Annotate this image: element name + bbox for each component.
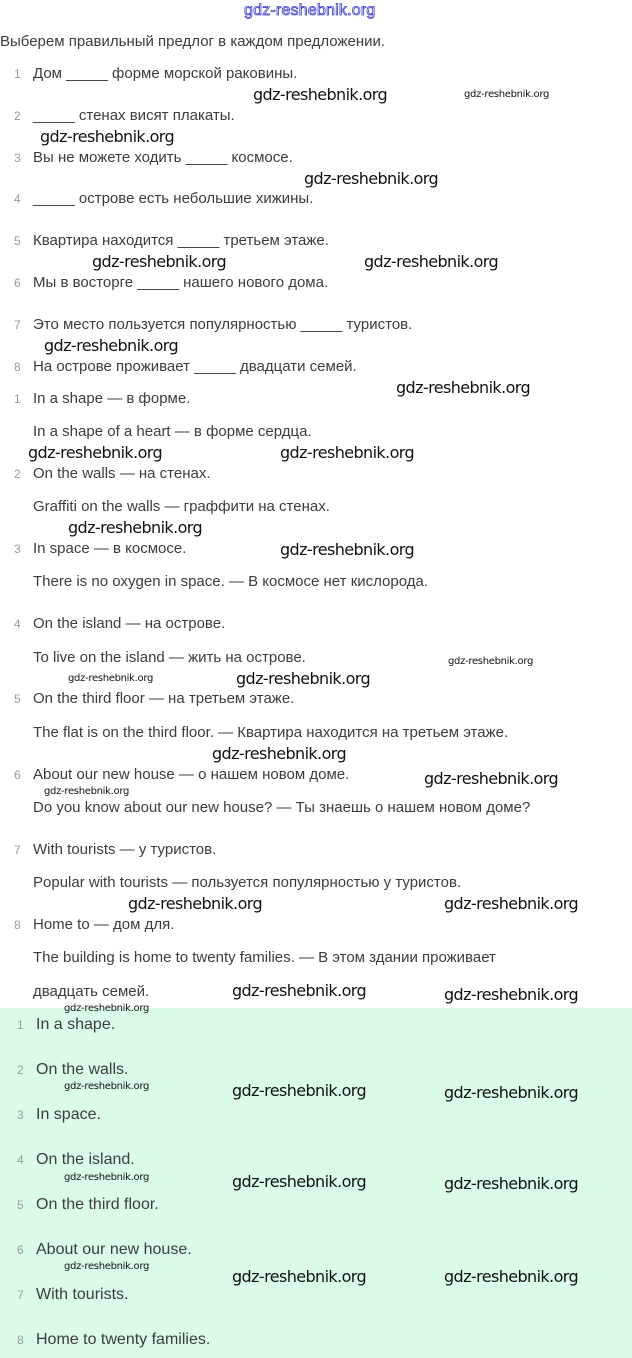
watermark-text: gdz-reshebnik.org (464, 89, 550, 100)
answer-number: 7 (17, 1288, 24, 1302)
explanation-line: On the walls — на стенах. (33, 465, 211, 482)
watermark-text: gdz-reshebnik.org (448, 656, 534, 667)
explanation-line: двадцать семей. (33, 983, 150, 1000)
explanation-number: 5 (14, 692, 21, 706)
question-number: 5 (14, 234, 21, 248)
answer-number: 2 (17, 1063, 24, 1077)
question-number: 4 (14, 192, 21, 206)
answer-number: 3 (17, 1108, 24, 1122)
watermark-text: gdz-reshebnik.org (64, 1172, 150, 1183)
watermark-text: gdz-reshebnik.org (280, 443, 415, 462)
question-text: На острове проживает _____ двадцати семей. (33, 358, 357, 375)
answer-number: 5 (17, 1198, 24, 1212)
watermark-text: gdz-reshebnik.org (232, 981, 367, 1000)
watermark-text: gdz-reshebnik.org (444, 1174, 579, 1193)
task-title: Выберем правильный предлог в каждом предложении. (0, 33, 386, 50)
explanation-line: About our new house — о нашем новом доме. (33, 766, 350, 783)
question-number: 2 (14, 109, 21, 123)
explanation-line: Popular with tourists — пользуется популярностью у туристов. (33, 874, 462, 891)
explanation-line: In space — в космосе. (33, 540, 187, 557)
question-text: Это место пользуется популярностью _____ туристов. (33, 316, 413, 333)
answer-text: In a shape. (36, 1016, 116, 1033)
watermark-text: gdz-reshebnik.org (232, 1267, 367, 1286)
answer-number: 4 (17, 1153, 24, 1167)
watermark-text: gdz-reshebnik.org (64, 1081, 150, 1092)
watermark-text: gdz-reshebnik.org (232, 1172, 367, 1191)
watermark-text: gdz-reshebnik.org (444, 985, 579, 1004)
watermark-text: gdz-reshebnik.org (304, 169, 439, 188)
watermark-text: gdz-reshebnik.org (44, 786, 130, 797)
answer-text: On the island. (36, 1151, 135, 1168)
question-text: Дом _____ форме морской раковины. (33, 65, 298, 82)
watermark-text: gdz-reshebnik.org (253, 85, 388, 104)
watermark-text: gdz-reshebnik.org (64, 1261, 150, 1272)
watermark-text: gdz-reshebnik.org (232, 1081, 367, 1100)
watermark-text: gdz-reshebnik.org (280, 540, 415, 559)
answer-text: On the third floor. (36, 1196, 159, 1213)
explanation-line: On the island — на острове. (33, 615, 226, 632)
watermark-text: gdz-reshebnik.org (424, 769, 559, 788)
watermark-text: gdz-reshebnik.org (68, 518, 203, 537)
explanation-line: Do you know about our new house? — Ты знаешь о нашем новом доме? (33, 799, 531, 816)
watermark-text: gdz-reshebnik.org (44, 336, 179, 355)
watermark-text: gdz-reshebnik.org (64, 1003, 150, 1014)
explanation-line: With tourists — у туристов. (33, 841, 217, 858)
explanation-line: The building is home to twenty families. — В этом здании проживает (33, 949, 496, 966)
watermark-text: gdz-reshebnik.org (128, 894, 263, 913)
explanation-line: There is no oxygen in space. — В космосе нет кислорода. (33, 573, 429, 590)
explanation-line: In a shape of a heart — в форме сердца. (33, 423, 312, 440)
answer-number: 8 (17, 1333, 24, 1347)
question-number: 8 (14, 360, 21, 374)
question-text: _____ острове есть небольшие хижины. (33, 190, 314, 207)
question-number: 7 (14, 318, 21, 332)
question-text: _____ стенах висят плакаты. (33, 107, 235, 124)
watermark-text: gdz-reshebnik.org (444, 1267, 579, 1286)
explanation-line: Home to — дом для. (33, 916, 175, 933)
explanation-line: Graffiti on the walls — граффити на стенах. (33, 498, 330, 515)
answer-text: About our new house. (36, 1241, 192, 1258)
answer-text: With tourists. (36, 1286, 129, 1303)
watermark-text: gdz-reshebnik.org (444, 1083, 579, 1102)
watermark-text: gdz-reshebnik.org (364, 252, 499, 271)
watermark-text: gdz-reshebnik.org (444, 894, 579, 913)
question-number: 6 (14, 276, 21, 290)
header-watermark: gdz-reshebnik.org (244, 2, 376, 19)
question-text: Квартира находится _____ третьем этаже. (33, 232, 329, 249)
watermark-text: gdz-reshebnik.org (28, 443, 163, 462)
answer-text: Home to twenty families. (36, 1331, 211, 1348)
explanation-line: The flat is on the third floor. — Квартира находится на третьем этаже. (33, 724, 509, 741)
explanation-number: 3 (14, 542, 21, 556)
explanation-number: 1 (14, 392, 21, 406)
explanation-number: 7 (14, 843, 21, 857)
watermark-text: gdz-reshebnik.org (396, 378, 531, 397)
watermark-text: gdz-reshebnik.org (236, 669, 371, 688)
question-text: Вы не можете ходить _____ космосе. (33, 149, 293, 166)
explanation-number: 4 (14, 617, 21, 631)
question-text: Мы в восторге _____ нашего нового дома. (33, 274, 329, 291)
explanation-number: 6 (14, 768, 21, 782)
explanation-number: 2 (14, 467, 21, 481)
watermark-text: gdz-reshebnik.org (40, 127, 175, 146)
question-number: 3 (14, 151, 21, 165)
explanation-line: To live on the island — жить на острове. (33, 649, 306, 666)
explanation-line: In a shape — в форме. (33, 390, 191, 407)
answer-text: On the walls. (36, 1061, 129, 1078)
answer-text: In space. (36, 1106, 101, 1123)
watermark-text: gdz-reshebnik.org (92, 252, 227, 271)
explanation-number: 8 (14, 918, 21, 932)
answer-number: 1 (17, 1018, 24, 1032)
answer-number: 6 (17, 1243, 24, 1257)
watermark-text: gdz-reshebnik.org (212, 744, 347, 763)
question-number: 1 (14, 67, 21, 81)
explanation-line: On the third floor — на третьем этаже. (33, 690, 295, 707)
watermark-text: gdz-reshebnik.org (68, 673, 154, 684)
